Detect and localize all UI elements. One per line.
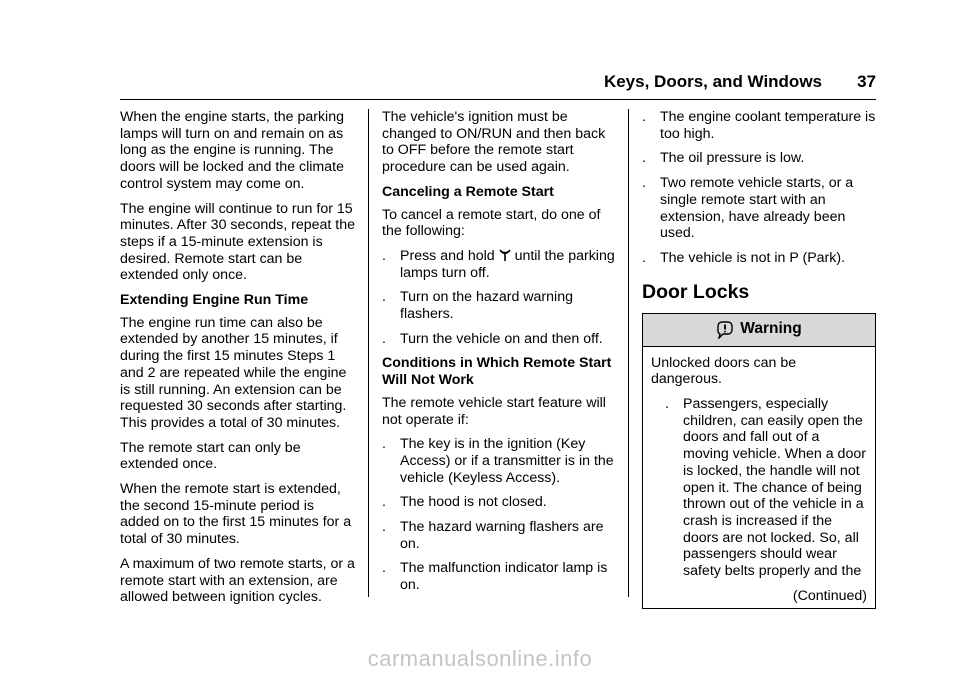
list-item bbox=[382, 436, 618, 486]
list-item bbox=[382, 331, 618, 348]
column-1 bbox=[120, 109, 356, 614]
list-item-text: The vehicle is not in P (Park). bbox=[660, 249, 846, 266]
bullet: . bbox=[642, 175, 646, 192]
list-item bbox=[642, 150, 878, 167]
list-item bbox=[382, 560, 618, 593]
paragraph: The engine will continue to run for 15 minutes. After 30 seconds, repeat the steps if a 15-minute extension is desired. Remote start can be extended only once. bbox=[120, 200, 356, 284]
list-item bbox=[382, 519, 618, 552]
warning-text: Unlocked doors can be dangerous. bbox=[651, 354, 797, 388]
continued-label: (Continued) bbox=[792, 587, 867, 604]
bullet: . bbox=[382, 330, 386, 347]
header-rule bbox=[120, 99, 876, 100]
section-title-door-locks: Door Locks bbox=[642, 280, 750, 303]
list-item-text: The hazard warning flashers are on. bbox=[400, 519, 604, 552]
list-item bbox=[642, 250, 878, 267]
list-item bbox=[382, 494, 618, 511]
paragraph: To cancel a remote start, do one of the following: bbox=[382, 206, 601, 240]
watermark: carmanualsonline.info bbox=[367, 646, 593, 671]
paragraph: A maximum of two remote starts, or a remote start with an extension, are allowed between ignition cycles. bbox=[120, 555, 355, 606]
list-item-text: Press and hold bbox=[400, 247, 495, 264]
paragraph: The engine run time can also be extended by another 15 minutes, if during the first 15 minutes Steps 1 and 2 are repeated while the engine is still running. An extension can be requested 30 seconds after starting. This provides a total of 30 minutes. bbox=[120, 314, 347, 431]
list-item-text: The malfunction indicator lamp is on. bbox=[400, 560, 608, 594]
column-3 bbox=[642, 109, 878, 609]
list-item bbox=[382, 289, 618, 322]
paragraph: The vehicle's ignition must be changed to ON/RUN and then back to OFF before the remote start procedure can be used again. bbox=[382, 109, 606, 176]
list-item bbox=[382, 248, 618, 281]
bullet: . bbox=[382, 519, 386, 536]
subheading-canceling-remote-start: Canceling a Remote Start bbox=[382, 183, 554, 200]
column-divider-2 bbox=[628, 109, 629, 597]
subheading-extending-run-time: Extending Engine Run Time bbox=[120, 292, 309, 309]
warning-title: Warning bbox=[740, 320, 802, 338]
bullet: . bbox=[642, 109, 646, 125]
list-item-text: The engine coolant temperature is too high. bbox=[660, 109, 876, 142]
paragraph: The remote vehicle start feature will not operate if: bbox=[382, 394, 606, 428]
list-item-text: The oil pressure is low. bbox=[660, 150, 805, 167]
list-item-text: Passengers, especially children, can easily open the doors and fall out of a moving vehicle. When a door is locked, the handle will not open it. The chance of being thrown out of the vehicle in a crash is increased if the doors are not locked. So, all passengers should wear safety belts properly and the bbox=[683, 396, 866, 580]
column-2 bbox=[382, 109, 618, 602]
list-item bbox=[651, 396, 867, 580]
list-item-text: Two remote vehicle starts, or a single remote start with an extension, have already been used. bbox=[660, 175, 854, 242]
paragraph: The remote start can only be extended once. bbox=[120, 439, 301, 473]
list-item-text: until the parking lamps turn off. bbox=[400, 247, 615, 281]
remote-start-icon bbox=[499, 248, 511, 262]
bullet: . bbox=[642, 249, 646, 266]
paragraph: When the engine starts, the parking lamps will turn on and remain on as long as the engine is running. The doors will be locked and the climate control system may come on. bbox=[120, 109, 344, 192]
list-item-text: The key is in the ignition (Key Access) or if a transmitter is in the vehicle (Keyless Access). bbox=[400, 436, 614, 486]
bullet: . bbox=[382, 289, 386, 306]
subheading-conditions: Conditions in Which Remote Start Will Not Work bbox=[382, 355, 612, 389]
warning-icon bbox=[716, 321, 734, 339]
list-item-text: Turn the vehicle on and then off. bbox=[400, 330, 603, 347]
paragraph: When the remote start is extended, the second 15-minute period is added on to the first 15 minutes for a total of 30 minutes. bbox=[120, 481, 352, 548]
list-item-text: Turn on the hazard warning flashers. bbox=[400, 289, 573, 323]
list-item-text: The hood is not closed. bbox=[400, 494, 547, 511]
column-divider-1 bbox=[368, 109, 369, 597]
page-header bbox=[120, 72, 876, 94]
bullet: . bbox=[382, 494, 386, 511]
warning-header bbox=[643, 314, 875, 347]
page-number: 37 bbox=[857, 72, 876, 91]
bullet: . bbox=[665, 396, 669, 413]
bullet: . bbox=[382, 560, 386, 577]
warning-box bbox=[642, 313, 876, 610]
list-item bbox=[642, 175, 878, 242]
bullet: . bbox=[382, 247, 386, 264]
bullet: . bbox=[382, 436, 386, 453]
page-header-title: Keys, Doors, and Windows bbox=[603, 72, 822, 91]
bullet: . bbox=[642, 150, 646, 167]
list-item bbox=[642, 109, 878, 142]
warning-body bbox=[643, 347, 875, 609]
